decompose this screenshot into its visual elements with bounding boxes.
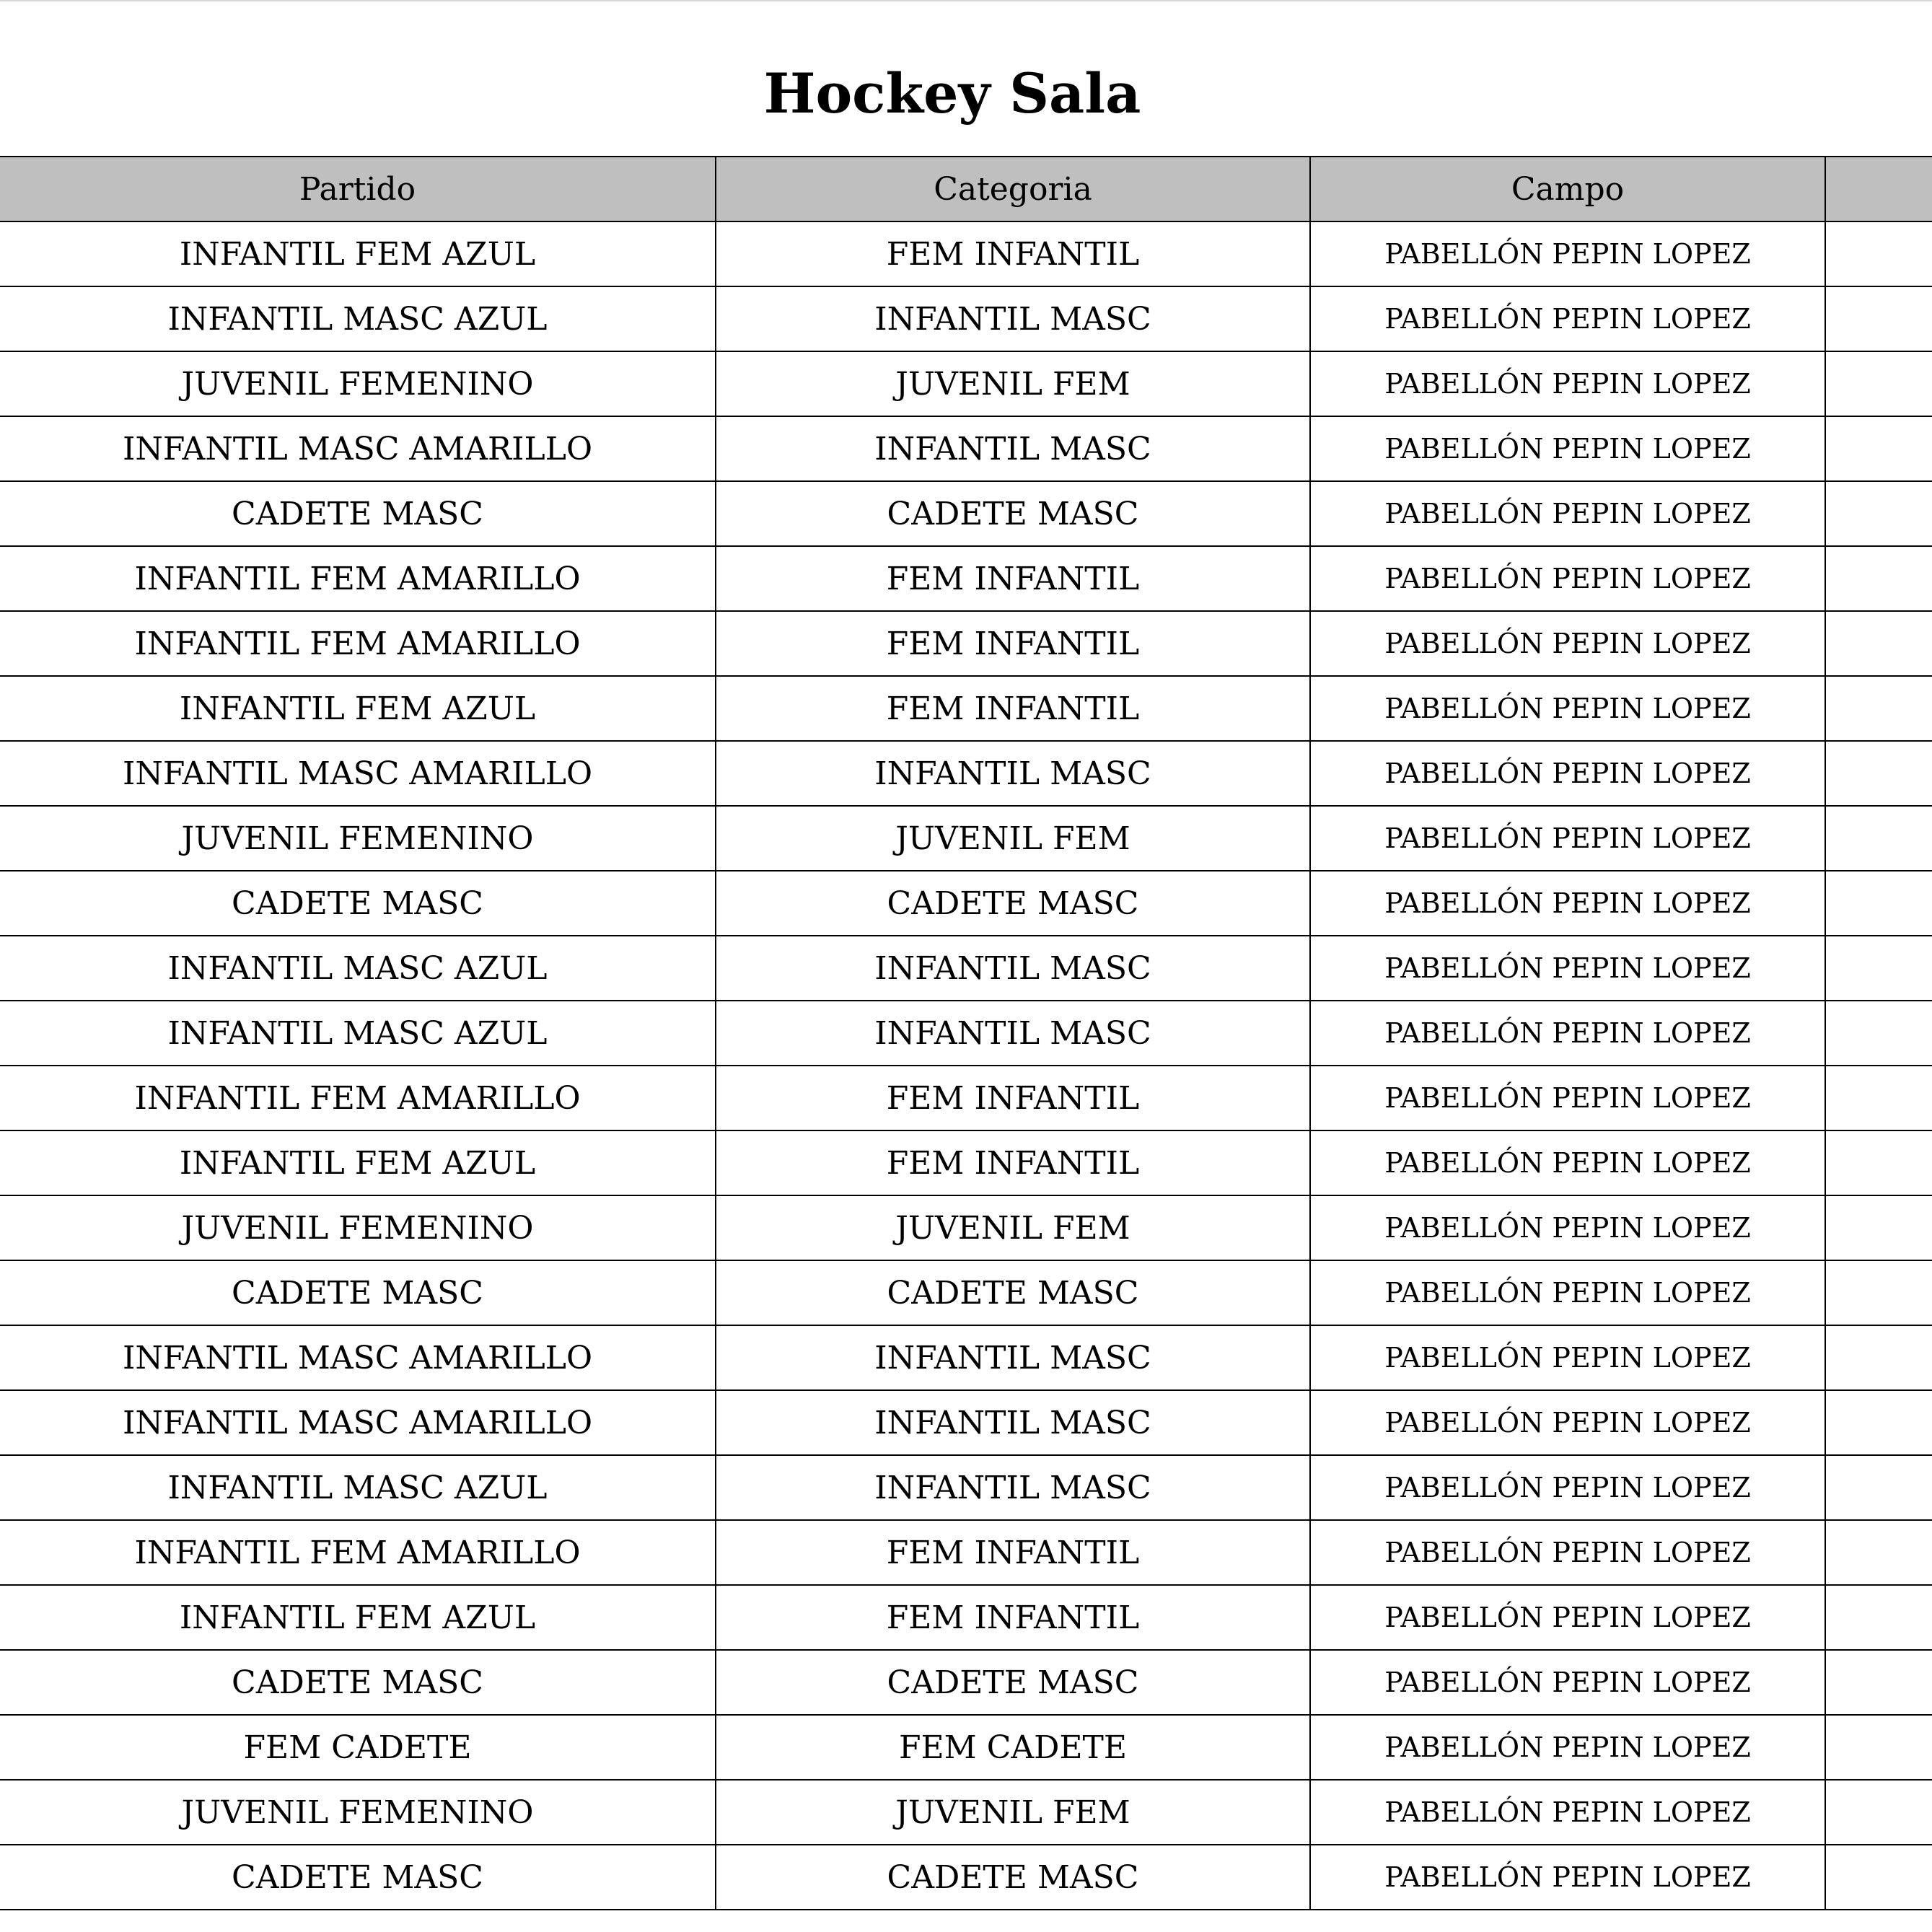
empty-cell (1825, 481, 1932, 546)
campo-cell: PABELLÓN PEPIN LOPEZ (1310, 546, 1825, 611)
empty-cell (1825, 1195, 1932, 1260)
table-row (0, 1585, 1932, 1650)
partido-cell: INFANTIL MASC AZUL (0, 1001, 716, 1066)
partido-cell: CADETE MASC (0, 1650, 716, 1715)
table-row (0, 1066, 1932, 1130)
table-row (0, 1325, 1932, 1390)
table-row (0, 936, 1932, 1001)
partido-cell: INFANTIL MASC AMARILLO (0, 416, 716, 481)
campo-cell: PABELLÓN PEPIN LOPEZ (1310, 1195, 1825, 1260)
column-header-partido: Partido (0, 157, 716, 221)
empty-cell (1825, 546, 1932, 611)
campo-cell: PABELLÓN PEPIN LOPEZ (1310, 1845, 1825, 1910)
categoria-cell: INFANTIL MASC (716, 1325, 1310, 1390)
categoria-cell: CADETE MASC (716, 481, 1310, 546)
campo-cell: PABELLÓN PEPIN LOPEZ (1310, 1520, 1825, 1585)
partido-cell: INFANTIL FEM AZUL (0, 1130, 716, 1195)
table-row (0, 1780, 1932, 1845)
categoria-cell: JUVENIL FEM (716, 351, 1310, 416)
campo-cell: PABELLÓN PEPIN LOPEZ (1310, 1260, 1825, 1325)
categoria-cell: INFANTIL MASC (716, 1390, 1310, 1455)
partido-cell: JUVENIL FEMENINO (0, 1195, 716, 1260)
empty-cell (1825, 676, 1932, 741)
table-row (0, 221, 1932, 286)
categoria-cell: FEM INFANTIL (716, 1066, 1310, 1130)
partido-cell: INFANTIL FEM AZUL (0, 676, 716, 741)
table-row (0, 1845, 1932, 1910)
empty-cell (1825, 1585, 1932, 1650)
partido-cell: INFANTIL MASC AZUL (0, 286, 716, 351)
column-header-categoria: Categoria (716, 157, 1310, 221)
campo-cell: PABELLÓN PEPIN LOPEZ (1310, 1130, 1825, 1195)
partido-cell: INFANTIL MASC AZUL (0, 936, 716, 1001)
partido-cell: INFANTIL FEM AMARILLO (0, 611, 716, 676)
partido-cell: INFANTIL FEM AZUL (0, 1585, 716, 1650)
categoria-cell: JUVENIL FEM (716, 1780, 1310, 1845)
table-row (0, 546, 1932, 611)
table-row (0, 1455, 1932, 1520)
partido-cell: FEM CADETE (0, 1715, 716, 1780)
partido-cell: INFANTIL FEM AZUL (0, 221, 716, 286)
campo-cell: PABELLÓN PEPIN LOPEZ (1310, 871, 1825, 936)
page-title: Hockey Sala (763, 61, 1141, 126)
partido-cell: INFANTIL FEM AMARILLO (0, 1520, 716, 1585)
table-body (0, 221, 1932, 1910)
categoria-cell: CADETE MASC (716, 871, 1310, 936)
empty-cell (1825, 351, 1932, 416)
empty-cell (1825, 1845, 1932, 1910)
campo-cell: PABELLÓN PEPIN LOPEZ (1310, 286, 1825, 351)
empty-cell (1825, 1650, 1932, 1715)
partido-cell: INFANTIL MASC AMARILLO (0, 1390, 716, 1455)
campo-cell: PABELLÓN PEPIN LOPEZ (1310, 1390, 1825, 1455)
partido-cell: CADETE MASC (0, 481, 716, 546)
table-row (0, 1520, 1932, 1585)
empty-cell (1825, 1260, 1932, 1325)
categoria-cell: INFANTIL MASC (716, 936, 1310, 1001)
partido-cell: JUVENIL FEMENINO (0, 806, 716, 871)
empty-cell (1825, 1715, 1932, 1780)
campo-cell: PABELLÓN PEPIN LOPEZ (1310, 351, 1825, 416)
campo-cell: PABELLÓN PEPIN LOPEZ (1310, 936, 1825, 1001)
table-row (0, 1001, 1932, 1066)
table-row (0, 806, 1932, 871)
table-row (0, 481, 1932, 546)
table-row (0, 1260, 1932, 1325)
table-row (0, 676, 1932, 741)
categoria-cell: FEM CADETE (716, 1715, 1310, 1780)
campo-cell: PABELLÓN PEPIN LOPEZ (1310, 1066, 1825, 1130)
table-header (0, 157, 1932, 221)
categoria-cell: CADETE MASC (716, 1845, 1310, 1910)
empty-cell (1825, 1455, 1932, 1520)
partido-cell: INFANTIL MASC AZUL (0, 1455, 716, 1520)
table-row (0, 1390, 1932, 1455)
categoria-cell: INFANTIL MASC (716, 286, 1310, 351)
categoria-cell: JUVENIL FEM (716, 1195, 1310, 1260)
categoria-cell: FEM INFANTIL (716, 221, 1310, 286)
empty-cell (1825, 221, 1932, 286)
partido-cell: CADETE MASC (0, 1845, 716, 1910)
campo-cell: PABELLÓN PEPIN LOPEZ (1310, 481, 1825, 546)
categoria-cell: CADETE MASC (716, 1260, 1310, 1325)
table-row (0, 416, 1932, 481)
partido-cell: CADETE MASC (0, 871, 716, 936)
empty-cell (1825, 1390, 1932, 1455)
column-header-campo: Campo (1310, 157, 1825, 221)
campo-cell: PABELLÓN PEPIN LOPEZ (1310, 806, 1825, 871)
partido-cell: INFANTIL MASC AMARILLO (0, 741, 716, 806)
table-row (0, 286, 1932, 351)
schedule-table (0, 156, 1932, 1910)
partido-cell: CADETE MASC (0, 1260, 716, 1325)
table-row (0, 871, 1932, 936)
campo-cell: PABELLÓN PEPIN LOPEZ (1310, 1650, 1825, 1715)
categoria-cell: INFANTIL MASC (716, 1001, 1310, 1066)
column-header-extra (1825, 157, 1932, 221)
empty-cell (1825, 741, 1932, 806)
top-rule (0, 0, 1932, 1)
empty-cell (1825, 286, 1932, 351)
empty-cell (1825, 1066, 1932, 1130)
empty-cell (1825, 1325, 1932, 1390)
table-row (0, 1650, 1932, 1715)
campo-cell: PABELLÓN PEPIN LOPEZ (1310, 1715, 1825, 1780)
empty-cell (1825, 611, 1932, 676)
partido-cell: INFANTIL FEM AMARILLO (0, 546, 716, 611)
campo-cell: PABELLÓN PEPIN LOPEZ (1310, 416, 1825, 481)
empty-cell (1825, 871, 1932, 936)
empty-cell (1825, 1520, 1932, 1585)
header-row (0, 157, 1932, 221)
table-row (0, 741, 1932, 806)
campo-cell: PABELLÓN PEPIN LOPEZ (1310, 676, 1825, 741)
table-row (0, 1130, 1932, 1195)
table-row (0, 1195, 1932, 1260)
campo-cell: PABELLÓN PEPIN LOPEZ (1310, 221, 1825, 286)
partido-cell: JUVENIL FEMENINO (0, 351, 716, 416)
categoria-cell: FEM INFANTIL (716, 1585, 1310, 1650)
categoria-cell: INFANTIL MASC (716, 416, 1310, 481)
categoria-cell: FEM INFANTIL (716, 611, 1310, 676)
categoria-cell: JUVENIL FEM (716, 806, 1310, 871)
campo-cell: PABELLÓN PEPIN LOPEZ (1310, 741, 1825, 806)
categoria-cell: INFANTIL MASC (716, 741, 1310, 806)
partido-cell: INFANTIL MASC AMARILLO (0, 1325, 716, 1390)
partido-cell: JUVENIL FEMENINO (0, 1780, 716, 1845)
categoria-cell: FEM INFANTIL (716, 1520, 1310, 1585)
empty-cell (1825, 1130, 1932, 1195)
empty-cell (1825, 806, 1932, 871)
campo-cell: PABELLÓN PEPIN LOPEZ (1310, 1585, 1825, 1650)
categoria-cell: CADETE MASC (716, 1650, 1310, 1715)
campo-cell: PABELLÓN PEPIN LOPEZ (1310, 611, 1825, 676)
empty-cell (1825, 1780, 1932, 1845)
categoria-cell: INFANTIL MASC (716, 1455, 1310, 1520)
campo-cell: PABELLÓN PEPIN LOPEZ (1310, 1001, 1825, 1066)
campo-cell: PABELLÓN PEPIN LOPEZ (1310, 1780, 1825, 1845)
table-row (0, 611, 1932, 676)
table-row (0, 1715, 1932, 1780)
empty-cell (1825, 936, 1932, 1001)
categoria-cell: FEM INFANTIL (716, 546, 1310, 611)
table-row (0, 351, 1932, 416)
empty-cell (1825, 416, 1932, 481)
categoria-cell: FEM INFANTIL (716, 676, 1310, 741)
categoria-cell: FEM INFANTIL (716, 1130, 1310, 1195)
campo-cell: PABELLÓN PEPIN LOPEZ (1310, 1325, 1825, 1390)
empty-cell (1825, 1001, 1932, 1066)
campo-cell: PABELLÓN PEPIN LOPEZ (1310, 1455, 1825, 1520)
partido-cell: INFANTIL FEM AMARILLO (0, 1066, 716, 1130)
